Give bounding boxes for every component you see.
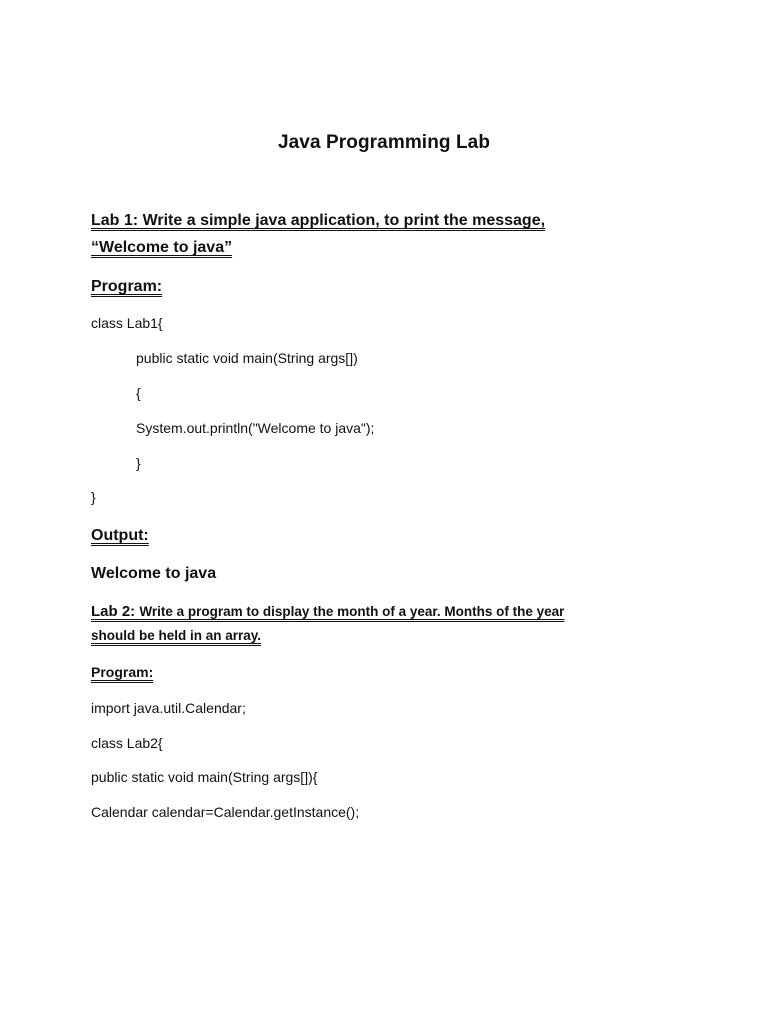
lab1-code-line: }: [91, 489, 96, 505]
lab2-heading-line1: [91, 604, 564, 620]
lab2-code-line: class Lab2{: [91, 735, 163, 751]
lab1-code-line: class Lab1{: [91, 315, 163, 331]
lab1-heading-line1: Lab 1: Write a simple java application, to print the message,: [91, 212, 546, 229]
lab2-code-line: public static void main(String args[]){: [91, 769, 318, 785]
lab1-code-line: {: [136, 385, 141, 401]
lab1-output-text: Welcome to java: [91, 565, 217, 582]
lab2-heading-line2: should be held in an array.: [91, 628, 262, 643]
lab1-program-label: Program:: [91, 278, 163, 295]
lab2-code-line: Calendar calendar=Calendar.getInstance();: [91, 804, 360, 820]
page-title: Java Programming Lab: [277, 132, 491, 153]
lab1-code-line: }: [136, 455, 141, 471]
lab2-heading-rest: Write a program to display the month of a year. Months of the year: [139, 604, 565, 619]
lab1-code-line: System.out.println("Welcome to java");: [136, 420, 375, 436]
lab1-output-label: Output:: [91, 527, 149, 544]
lab2-heading-prefix: Lab 2:: [91, 603, 140, 620]
lab1-heading-line2: “Welcome to java”: [91, 239, 233, 256]
lab2-code-line: import java.util.Calendar;: [91, 700, 246, 716]
lab2-program-label: Program:: [91, 664, 154, 680]
lab1-code-line: public static void main(String args[]): [136, 350, 358, 366]
